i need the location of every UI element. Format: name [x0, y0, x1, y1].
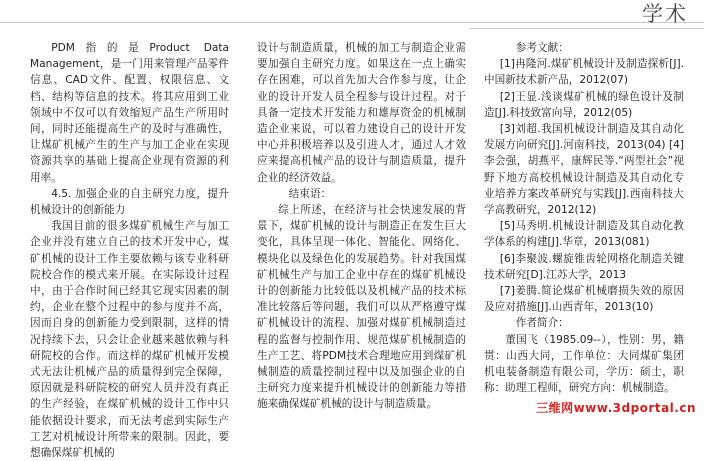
author-info-title: 作者简介：	[515, 317, 569, 330]
reference-item: [3]刘超.我国机械设计制造及其自动化发展方向研究[J].河南科技，2013(04) [4]李会强，胡燕平，康辉民等.“两型社会”视野下地方高校机械设计制造及其自动化专业培养方案改革研究与实践[J].西南科技大学高教研究，2012(12)	[484, 123, 684, 217]
paragraph-pdm-definition: PDM指的是Product Data Management，是一门用来管理产品零件信息、CAD文件、配置、权限信息、文档、结构等信息的技术。将其应用到工业领域中不仅可以有效缩短产品生产所用时间，同时还能提高生产的及时与准确性，让煤矿机械产生的生产与加工企业在实现资源共享的基础上提高企业现有资源的利用率。	[30, 42, 229, 184]
conclusion-title: 结束语：	[288, 187, 332, 200]
column-right	[484, 40, 684, 422]
reference-item: [6]李聚波.螺旋锥齿轮网格化制造关键技术研究[D].江苏大学，2013	[484, 252, 684, 281]
paragraph-conclusion: 综上所述，在经济与社会快速发展的背景下，煤矿机械的设计与制造正在发生巨大变化，具体呈现一体化、智能化、网络化、模块化以及绿色化的发展趋势。针对我国煤矿机械生产与加工企业中存在的煤矿机械设计的创新能力比较低以及机械产品的技术标准比较落后等问题，我们可以从严格遵守煤矿机械设计的流程、加强对煤矿机械制造过程的监督与控制作用、规范煤矿机械制造的生产工艺、将PDM技术合理地应用到煤矿机械制造的质量控制过程中以及加强企业的自主研究力度来提升机械设计的创新能力等措施来确保煤矿机械的设计与制造质量。	[257, 204, 466, 411]
paragraph-innovation: 我国目前的很多煤矿机械生产与加工企业并没有建立自己的技术开发中心，煤矿机械的设计工作主要依赖与该专业科研院校合作的模式来开展。在实际设计过程中，由于合作时间已经其它现实因素的制约，企业在整个过程中的参与度并不高，因而自身的创新能力受到限制，这样的情况持续下去，只会让企业越来越依赖与科研院校的合作。而这样的煤矿机械开发模式无法让机械产品的质量得到完全保障，原因就是科研院校的研究人员并没有真正的生产经验，在煤矿机械的设计工作中只能依据设计要求，而无法考虑到实际生产工艺对机械设计所带来的限制。因此，要想确保煤矿机械的	[30, 220, 229, 460]
section-tag: 学术	[642, 2, 688, 26]
reference-item: [7]姜腾.简论煤矿机械磨损失效的原因及应对措施[J].山西青年，2013(10)	[484, 285, 684, 314]
reference-item: [1]冉隆河.煤矿机械设计及制造探析[J].中国新技术新产品，2012(07)	[484, 58, 684, 87]
header-rule	[0, 22, 704, 23]
column-middle	[257, 40, 466, 422]
paragraph-continuation: 设计与制造质量，机械的加工与制造企业需要加强自主研究力度。如果这在一点上确实存在困难，可以首先加大合作参与度，让企业的设计开发人员全程参与设计过程。对于具备一定技术开发能力和雄厚资金的机械制造企业来说，可以着力建设自己的设计开发中心并积极培养以及引进人才，通过人才效应来提高机械产品的设计与制造质量，提升企业的经济效益。	[257, 42, 466, 184]
section-heading-4-5: 4.5. 加强企业的自主研究力度，提升机械设计的创新能力	[30, 187, 229, 217]
reference-item: [5]马秀明.机械设计制造及其自动化教学体系的构建[J].华章，2013(081)	[484, 220, 684, 249]
site-watermark: 三维网www.3dportal.cn	[536, 401, 696, 415]
author-bio: 董国飞（1985.09--），性别：男，籍贯：山西大同，工作单位：大同煤矿集团机电装备制造有限公司，学历：硕士，职称：助理工程师，研究方向：机械制造。	[484, 333, 684, 395]
column-left	[30, 40, 229, 460]
references-title: 参考文献：	[515, 42, 569, 54]
reference-item: [2]王显.浅谈煤矿机械的绿色设计及制造[J].科技致富向导，2012(05)	[484, 90, 684, 119]
header-rule-secondary	[470, 28, 704, 29]
